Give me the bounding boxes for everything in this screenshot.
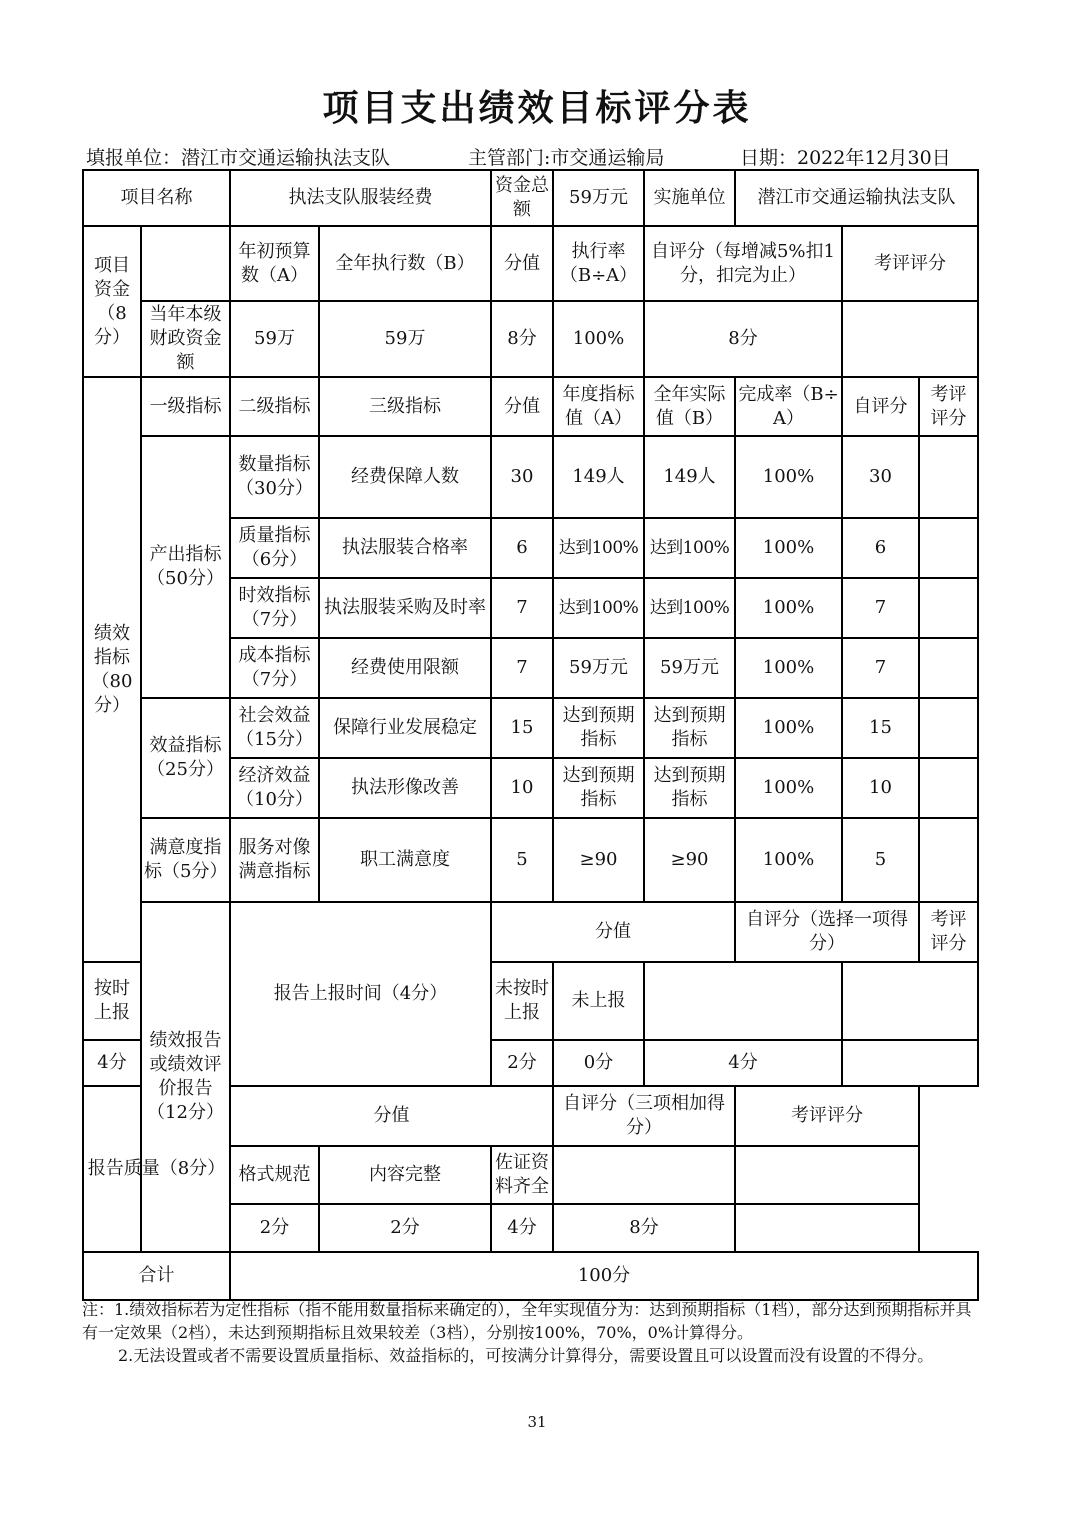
filing-unit: 填报单位：潜江市交通运输执法支队 bbox=[86, 147, 391, 169]
total-label: 合计 bbox=[83, 1252, 230, 1300]
target-header: 年度指标值（A） bbox=[553, 377, 644, 436]
budget-value: 59万 bbox=[230, 301, 319, 377]
lvl3-header: 三级指标 bbox=[319, 377, 491, 436]
rate-cell: 100% bbox=[735, 758, 842, 818]
funds-total-label: 资金总额 bbox=[491, 170, 553, 226]
target-cell: 达到预期指标 bbox=[553, 698, 644, 758]
eval-cell bbox=[919, 638, 978, 698]
timing-self-score: 4分 bbox=[644, 1040, 842, 1086]
score-cell: 6 bbox=[491, 518, 553, 578]
lvl3-cell: 保障行业发展稳定 bbox=[319, 698, 491, 758]
quality-eval-score bbox=[735, 1204, 919, 1252]
report-quality-label: 报告质量（8分） bbox=[83, 1086, 230, 1252]
target-cell: 达到预期指标 bbox=[553, 758, 644, 818]
funds-data-row bbox=[83, 301, 978, 377]
actual-header: 全年执行数（B） bbox=[319, 226, 491, 301]
self-score-header: 自评分（每增减5%扣1分，扣完为止） bbox=[644, 226, 842, 301]
project-row bbox=[83, 170, 978, 226]
report-timing-label: 报告上报时间（4分） bbox=[230, 902, 491, 1086]
perf-header-row bbox=[83, 377, 978, 436]
report-section-label: 绩效报告或绩效评价报告（12分） bbox=[141, 902, 230, 1252]
report-date: 日期：2022年12月30日 bbox=[740, 147, 951, 169]
self-cell: 30 bbox=[842, 436, 919, 518]
timing-eval-score bbox=[842, 1040, 978, 1086]
supervising-department: 主管部门:市交通运输局 bbox=[468, 147, 665, 169]
self-cell: 6 bbox=[842, 518, 919, 578]
funds-section-label: 项目资金（8分） bbox=[83, 226, 141, 377]
rate-cell: 100% bbox=[735, 578, 842, 638]
table-row bbox=[83, 436, 978, 518]
actual-cell: 达到100% bbox=[644, 518, 735, 578]
project-name-value: 执法支队服装经费 bbox=[230, 170, 491, 226]
lvl3-cell: 经费保障人数 bbox=[319, 436, 491, 518]
target-cell: ≥90 bbox=[553, 818, 644, 902]
self-score-value: 8分 bbox=[644, 301, 842, 377]
not-reported-score: 0分 bbox=[553, 1040, 644, 1086]
lvl2-cell: 成本指标（7分） bbox=[230, 638, 319, 698]
timing-self-blank bbox=[644, 962, 842, 1040]
report-timing-score-header: 分值 bbox=[491, 902, 735, 962]
table-row bbox=[83, 698, 978, 758]
eval-cell bbox=[919, 818, 978, 902]
fiscal-funds-label: 当年本级财政资金额 bbox=[141, 301, 230, 377]
quality-eval-blank bbox=[735, 1146, 919, 1204]
lvl2-cell: 服务对像满意指标 bbox=[230, 818, 319, 902]
notes bbox=[82, 1298, 977, 1367]
format-score: 2分 bbox=[230, 1204, 319, 1252]
self-cell: 15 bbox=[842, 698, 919, 758]
eval-score-value bbox=[842, 301, 978, 377]
total-value: 100分 bbox=[230, 1252, 978, 1300]
rate-header: 执行率（B÷A） bbox=[553, 226, 644, 301]
lvl2-cell: 时效指标（7分） bbox=[230, 578, 319, 638]
satisfaction-indicator-group: 满意度指标（5分） bbox=[141, 818, 230, 902]
lvl3-cell: 执法服装采购及时率 bbox=[319, 578, 491, 638]
actual-cell: 149人 bbox=[644, 436, 735, 518]
output-indicator-group: 产出指标（50分） bbox=[141, 436, 230, 698]
rate-value: 100% bbox=[553, 301, 644, 377]
lvl3-cell: 执法服装合格率 bbox=[319, 518, 491, 578]
implementing-unit-label: 实施单位 bbox=[644, 170, 735, 226]
eval-cell bbox=[919, 578, 978, 638]
self-cell: 10 bbox=[842, 758, 919, 818]
score-cell: 30 bbox=[491, 436, 553, 518]
report-quality-score-header: 分值 bbox=[230, 1086, 553, 1146]
actual-cell: 59万元 bbox=[644, 638, 735, 698]
score-cell: 10 bbox=[491, 758, 553, 818]
project-name-label: 项目名称 bbox=[83, 170, 230, 226]
funds-blank-cell bbox=[141, 226, 230, 301]
perf-score-header: 分值 bbox=[491, 377, 553, 436]
target-cell: 达到100% bbox=[553, 578, 644, 638]
lvl3-cell: 执法形像改善 bbox=[319, 758, 491, 818]
self-cell: 7 bbox=[842, 578, 919, 638]
target-cell: 59万元 bbox=[553, 638, 644, 698]
quality-self-score: 8分 bbox=[553, 1204, 735, 1252]
actual-value: 59万 bbox=[319, 301, 491, 377]
total-row bbox=[83, 1252, 978, 1300]
timing-eval-blank bbox=[842, 962, 978, 1040]
rate-cell: 100% bbox=[735, 638, 842, 698]
benefit-indicator-group: 效益指标（25分） bbox=[141, 698, 230, 818]
funds-total-value: 59万元 bbox=[553, 170, 644, 226]
eval-cell bbox=[919, 518, 978, 578]
page-title: 项目支出绩效目标评分表 bbox=[322, 87, 752, 129]
implementing-unit-value: 潜江市交通运输执法支队 bbox=[735, 170, 978, 226]
table-row bbox=[83, 818, 978, 902]
actual-header: 全年实际值（B） bbox=[644, 377, 735, 436]
actual-cell: ≥90 bbox=[644, 818, 735, 902]
actual-cell: 达到100% bbox=[644, 578, 735, 638]
note-1: 注：1.绩效指标若为定性指标（指不能用数量指标来确定的），全年实现值分为：达到预期指标（1档），部分达到预期指标并具有一定效果（2档），未达到预期指标且效果较差（3档），分别按100%，70%，0%计算得分。 bbox=[82, 1300, 972, 1342]
score-header: 分值 bbox=[491, 226, 553, 301]
eval-score-header: 考评评分 bbox=[842, 226, 978, 301]
eval-cell bbox=[919, 758, 978, 818]
not-reported-option: 未上报 bbox=[553, 962, 644, 1040]
score-cell: 15 bbox=[491, 698, 553, 758]
on-time-score: 4分 bbox=[83, 1040, 141, 1086]
lvl3-cell: 职工满意度 bbox=[319, 818, 491, 902]
funds-header-row bbox=[83, 226, 978, 301]
lvl2-cell: 经济效益（10分） bbox=[230, 758, 319, 818]
report-timing-header-row bbox=[83, 902, 978, 962]
evidence-option: 佐证资料齐全 bbox=[491, 1146, 553, 1204]
late-score: 2分 bbox=[491, 1040, 553, 1086]
lvl3-cell: 经费使用限额 bbox=[319, 638, 491, 698]
report-quality-eval-header: 考评评分 bbox=[735, 1086, 919, 1146]
target-cell: 达到100% bbox=[553, 518, 644, 578]
score-cell: 7 bbox=[491, 578, 553, 638]
lvl2-header: 二级指标 bbox=[230, 377, 319, 436]
eval-header: 考评评分 bbox=[919, 377, 978, 436]
self-cell: 7 bbox=[842, 638, 919, 698]
perf-section-label: 绩效指标（80分） bbox=[83, 377, 141, 962]
format-option: 格式规范 bbox=[230, 1146, 319, 1204]
self-cell: 5 bbox=[842, 818, 919, 902]
report-quality-self-header: 自评分（三项相加得分） bbox=[553, 1086, 735, 1146]
score-cell: 7 bbox=[491, 638, 553, 698]
on-time-option: 按时上报 bbox=[83, 962, 141, 1040]
report-timing-self-header: 自评分（选择一项得分） bbox=[735, 902, 919, 962]
eval-cell bbox=[919, 698, 978, 758]
content-option: 内容完整 bbox=[319, 1146, 491, 1204]
main-score-table bbox=[82, 169, 979, 1301]
eval-cell bbox=[919, 436, 978, 518]
score-value: 8分 bbox=[491, 301, 553, 377]
rate-cell: 100% bbox=[735, 436, 842, 518]
quality-self-blank bbox=[553, 1146, 735, 1204]
rate-cell: 100% bbox=[735, 818, 842, 902]
content-score: 2分 bbox=[319, 1204, 491, 1252]
evidence-score: 4分 bbox=[491, 1204, 553, 1252]
rate-cell: 100% bbox=[735, 518, 842, 578]
page-number: 31 bbox=[527, 1413, 547, 1431]
lvl2-cell: 社会效益（15分） bbox=[230, 698, 319, 758]
lvl1-header: 一级指标 bbox=[141, 377, 230, 436]
late-option: 未按时上报 bbox=[491, 962, 553, 1040]
lvl2-cell: 数量指标（30分） bbox=[230, 436, 319, 518]
self-header: 自评分 bbox=[842, 377, 919, 436]
rate-cell: 100% bbox=[735, 698, 842, 758]
completion-header: 完成率（B÷A） bbox=[735, 377, 842, 436]
actual-cell: 达到预期指标 bbox=[644, 698, 735, 758]
score-cell: 5 bbox=[491, 818, 553, 902]
report-timing-eval-header: 考评评分 bbox=[919, 902, 978, 962]
note-2: 2.无法设置或者不需要设置质量指标、效益指标的，可按满分计算得分，需要设置且可以设置而没有设置的不得分。 bbox=[118, 1346, 934, 1365]
target-cell: 149人 bbox=[553, 436, 644, 518]
lvl2-cell: 质量指标（6分） bbox=[230, 518, 319, 578]
budget-header: 年初预算数（A） bbox=[230, 226, 319, 301]
actual-cell: 达到预期指标 bbox=[644, 758, 735, 818]
